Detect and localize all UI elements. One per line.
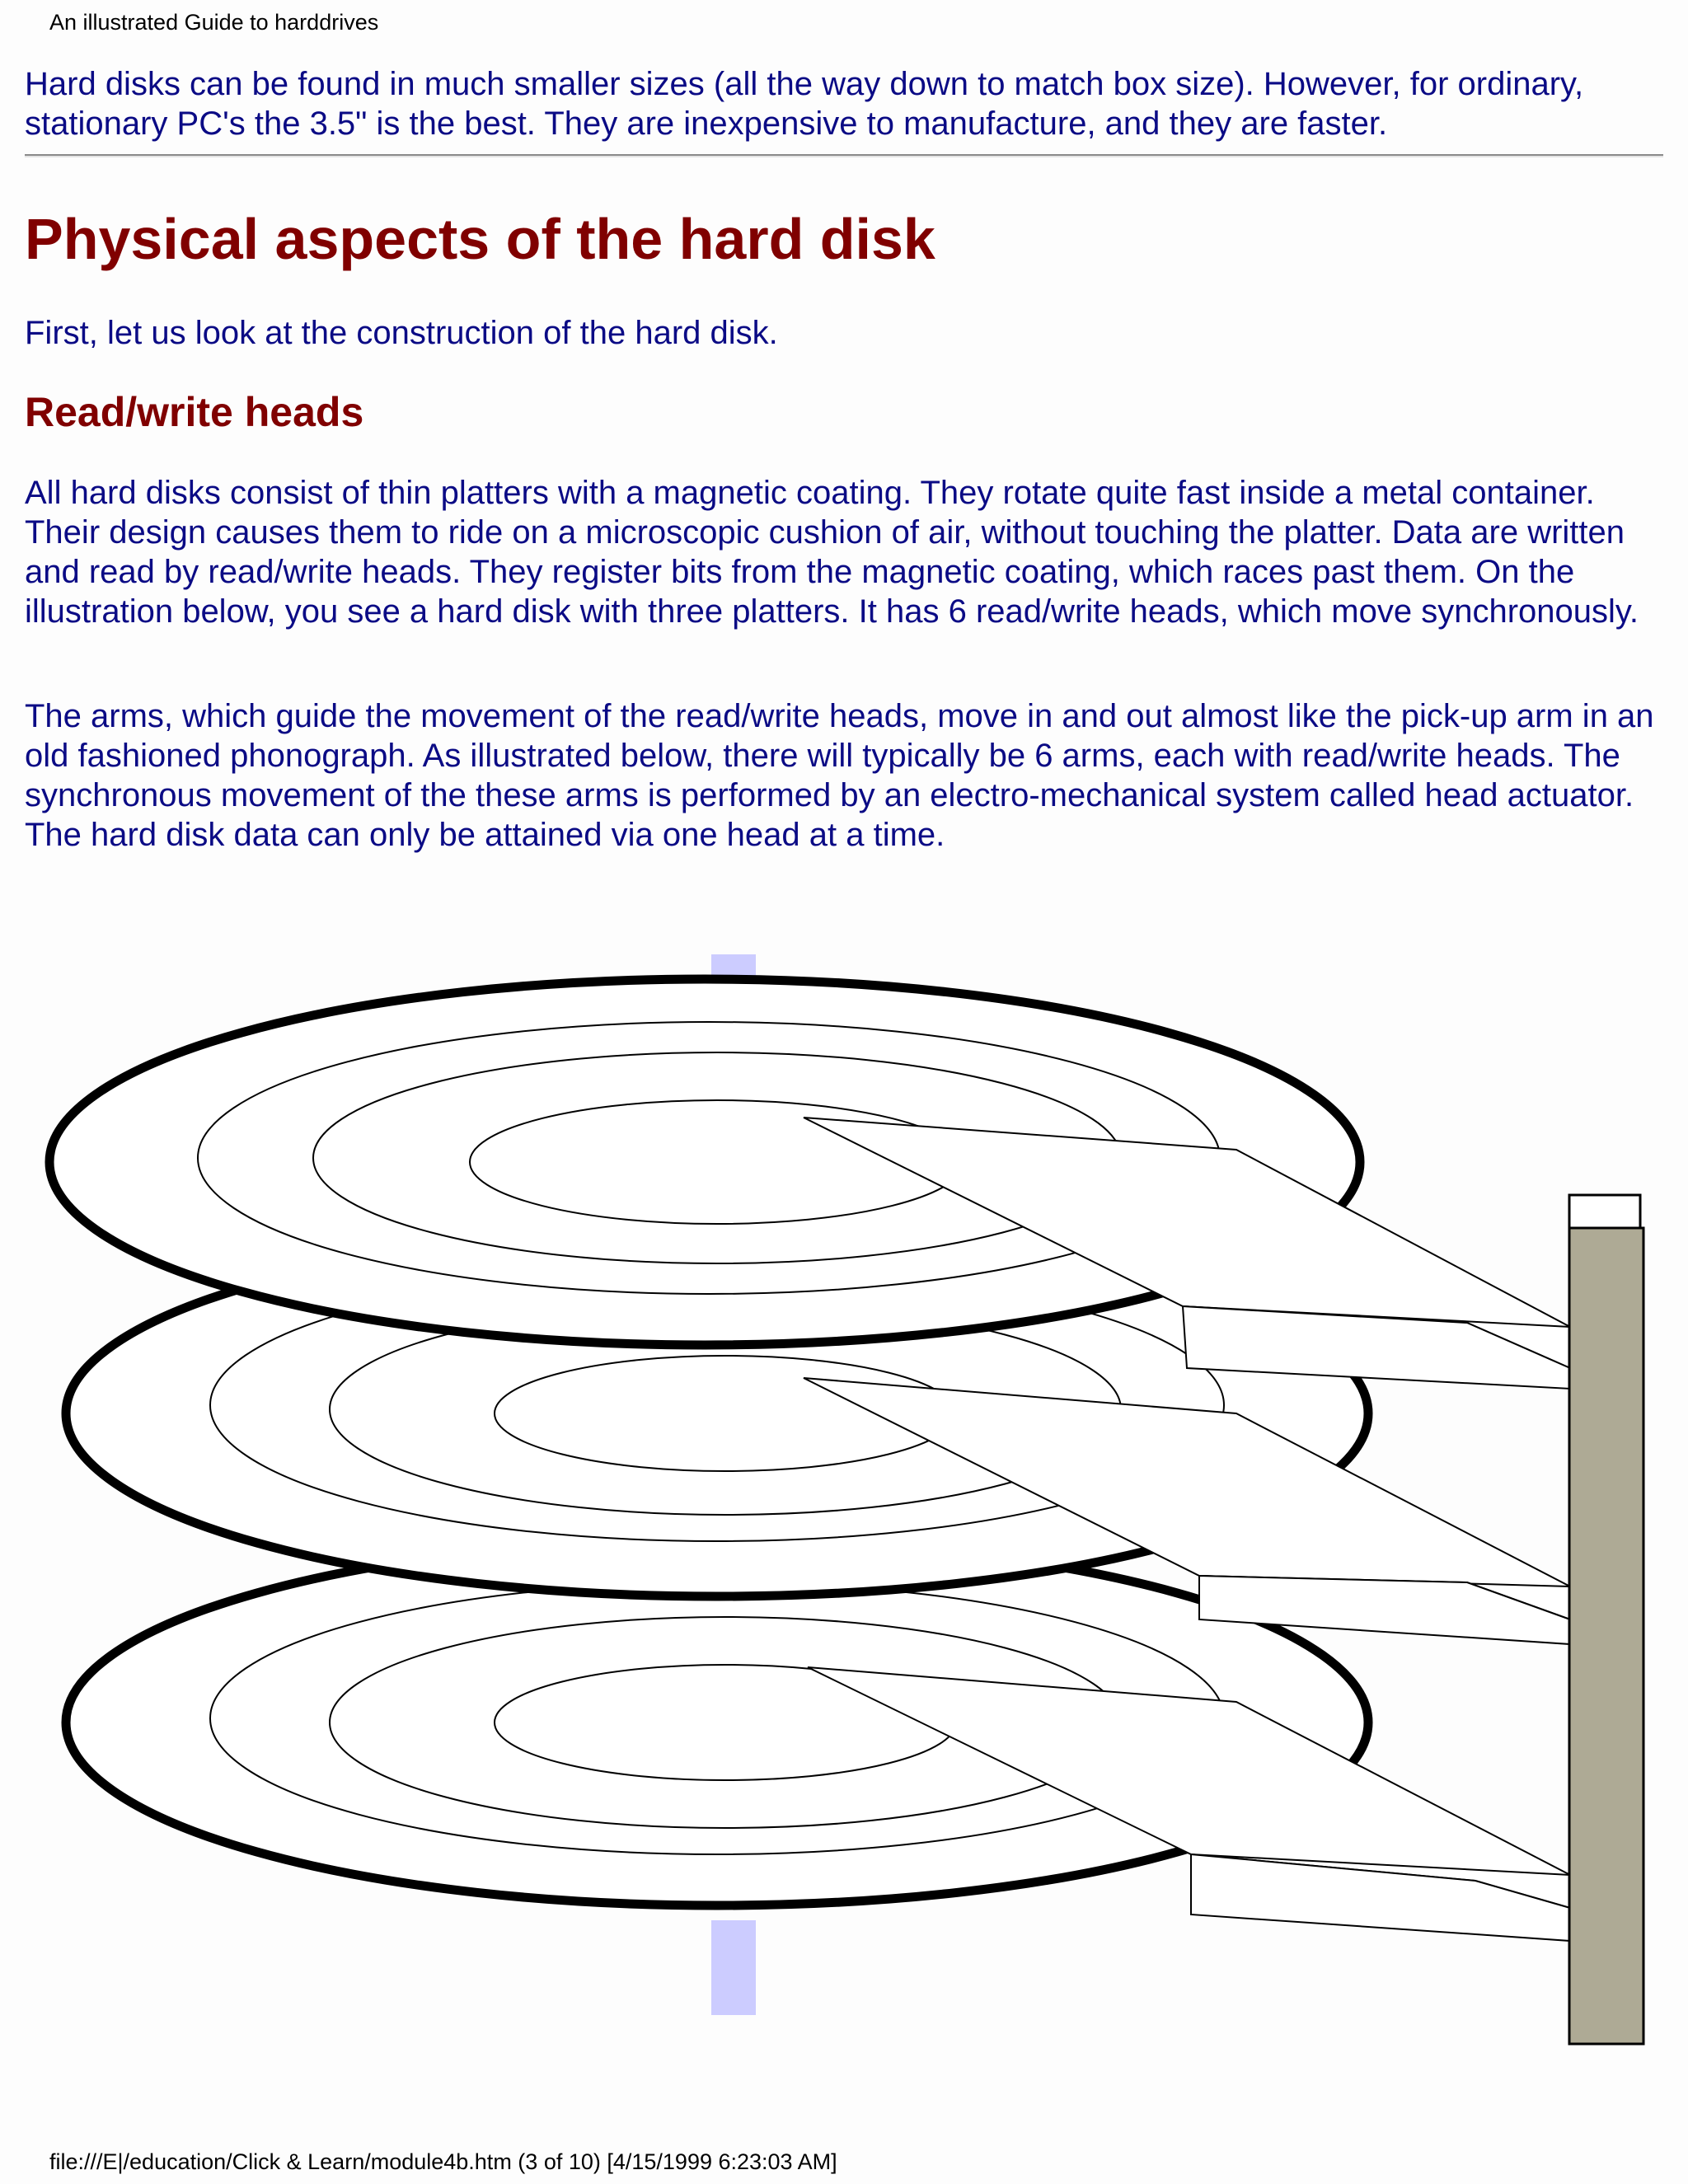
- intro-paragraph: Hard disks can be found in much smaller sizes (all the way down to match box size). However, for ordinary, stationary PC's the 3.5" is the best. They are inexpensive to manufacture, and they are faster.: [25, 66, 1584, 142]
- head-actuator: [1569, 1195, 1643, 2044]
- paragraph-platters: All hard disks consist of thin platters with a magnetic coating. They rotate quite fast inside a metal container. Their design causes them to ride on a microscopic cushion of air, without touching the platter. Data are written and read by read/write heads. They register bits from the magnetic coating, which races past them. On the illustration below, you see a hard disk with three platters. It has 6 read/write heads, which move synchronously.: [25, 475, 1639, 630]
- paragraph-arms: The arms, which guide the movement of the read/write heads, move in and out almost like the pick-up arm in an old fashioned phonograph. As illustrated below, there will typically be 6 arms, each with read/write heads. The synchronous movement of the these arms is performed by an electro-mechanical system called head actuator. The hard disk data can only be attained via one head at a time.: [25, 698, 1654, 853]
- spindle-bottom: [711, 1920, 756, 2015]
- horizontal-rule: [25, 154, 1663, 157]
- hard-disk-illustration: [0, 940, 1688, 2060]
- page-header: An illustrated Guide to harddrives: [49, 10, 379, 35]
- page-footer: file:///E|/education/Click & Learn/module4b.htm (3 of 10) [4/15/1999 6:23:03 AM]: [49, 2149, 837, 2174]
- section-subtitle: Read/write heads: [25, 389, 364, 435]
- lead-paragraph: First, let us look at the construction of the hard disk.: [25, 315, 778, 351]
- page-title: Physical aspects of the hard disk: [25, 207, 935, 271]
